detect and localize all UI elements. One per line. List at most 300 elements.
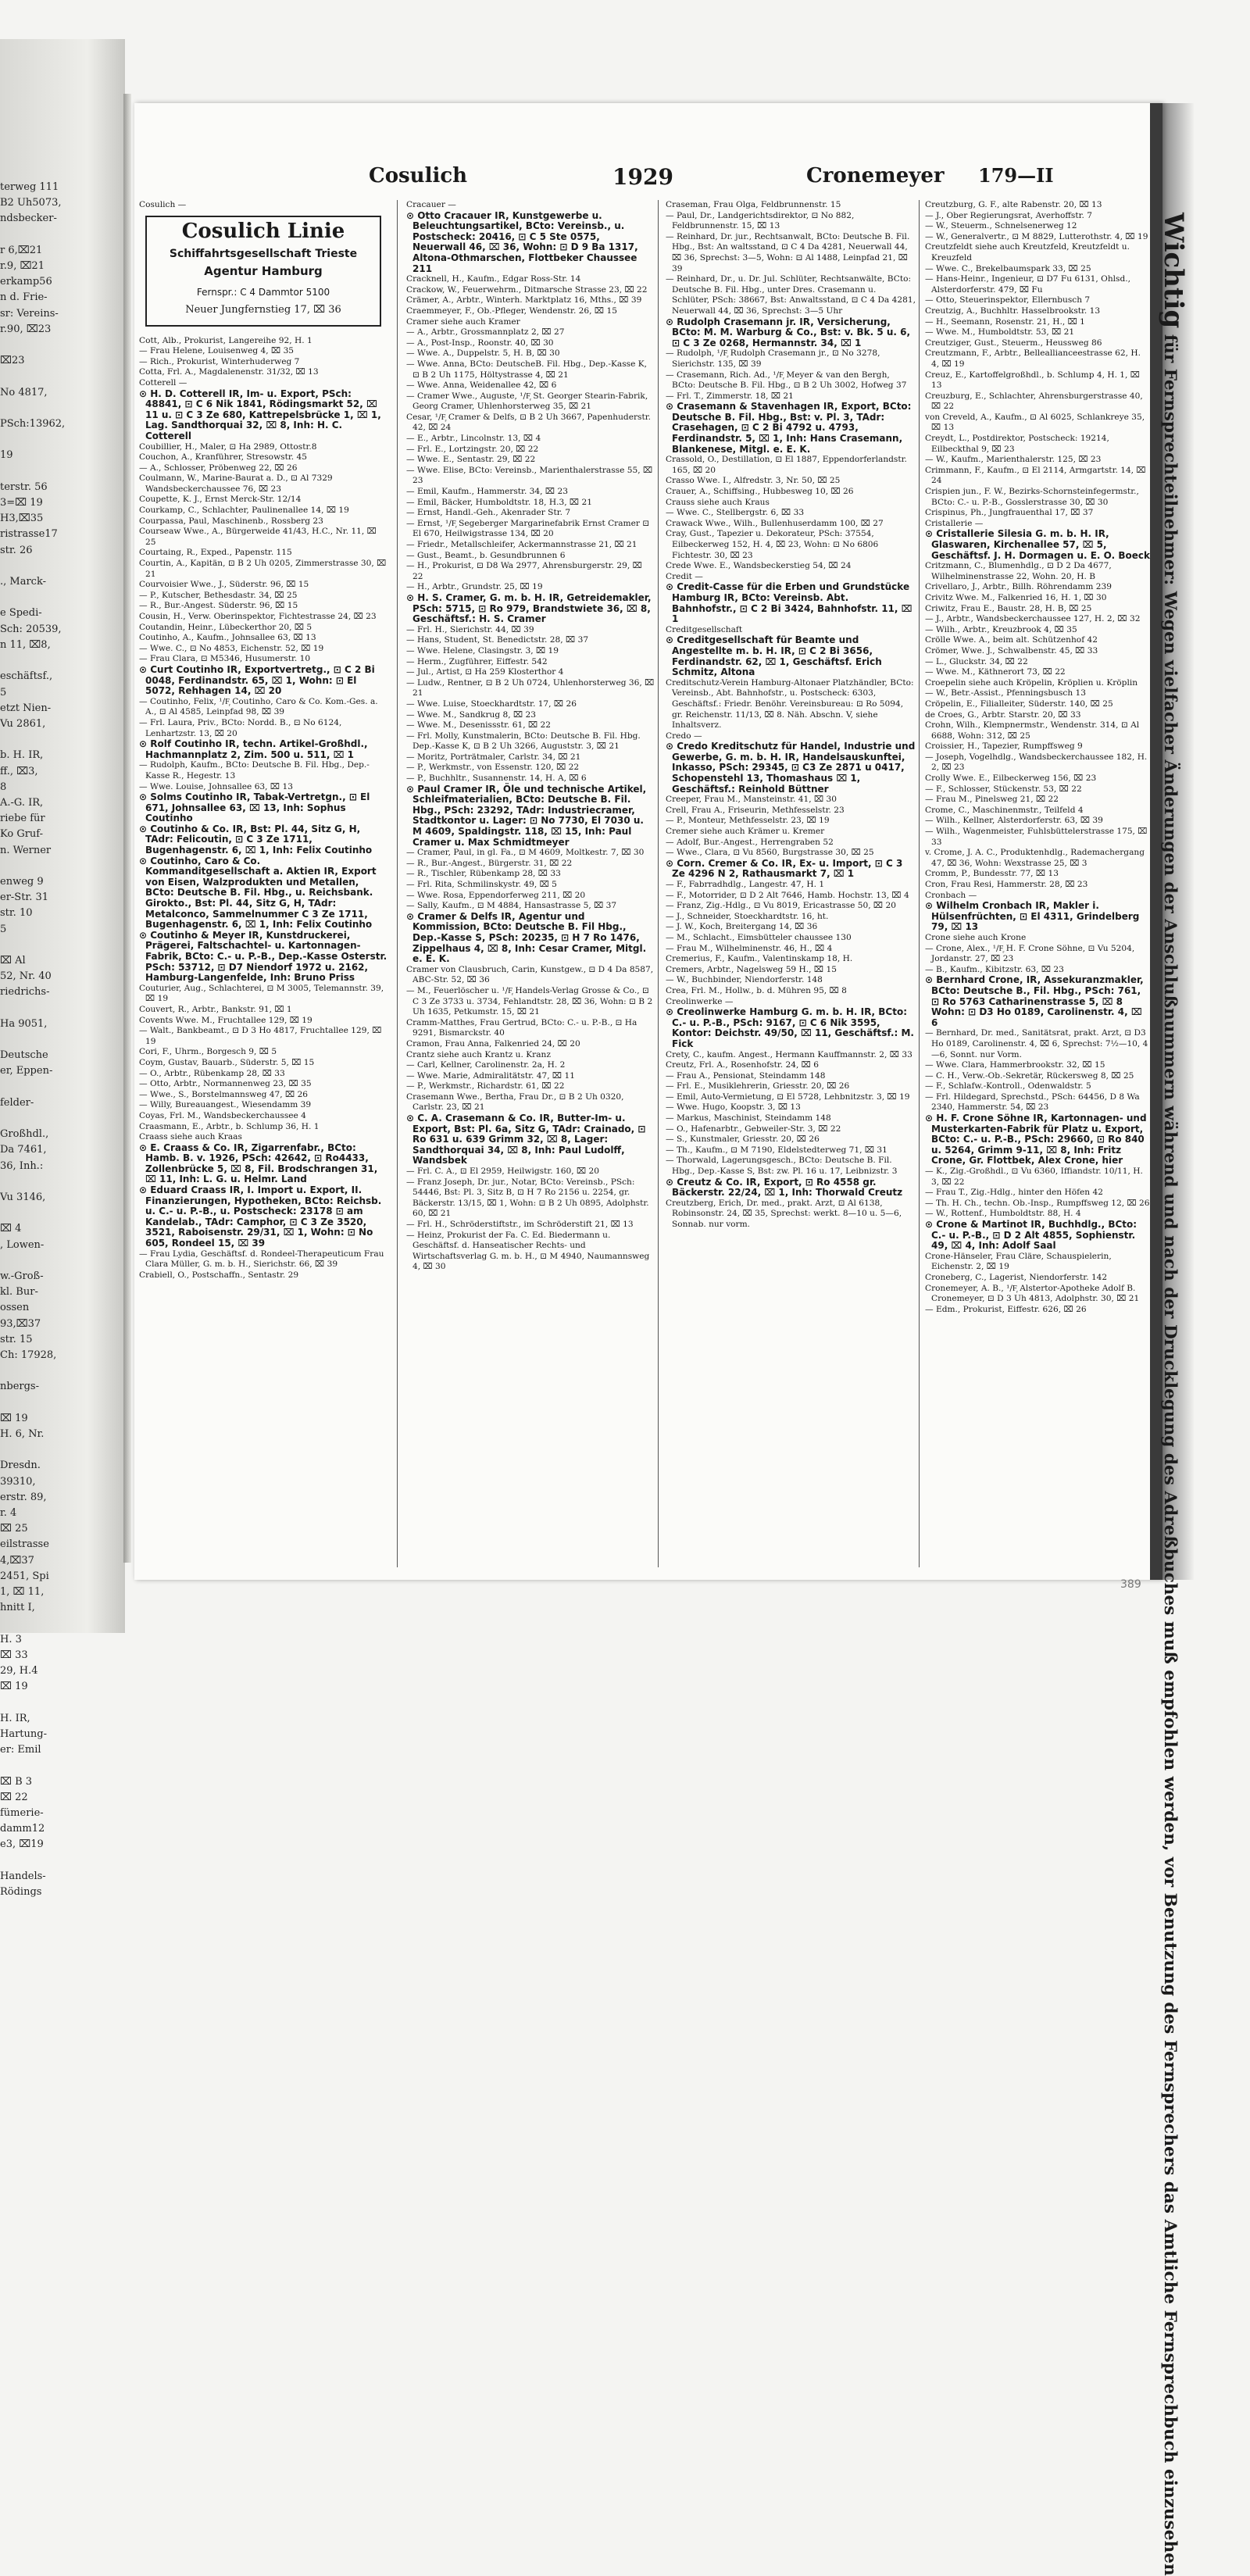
directory-entry: Croissier, H., Tapezier, Rumpffsweg 9 bbox=[925, 741, 1083, 752]
directory-entry: Creutz, Frl. A., Rosenhofstr. 24, ⌧ 6 bbox=[666, 1060, 819, 1070]
directory-entry: — O., Arbtr., Rübenkamp 28, ⌧ 33 bbox=[139, 1068, 285, 1078]
fragment-line: ⌧ 25 bbox=[0, 1523, 28, 1535]
directory-entry: Craseman, Frau Olga, Feldbrunnenstr. 15 bbox=[666, 200, 841, 209]
directory-entry: — Frau Clara, ⊡ M5346, Husumerstr. 10 bbox=[139, 654, 311, 664]
book-spine bbox=[123, 94, 131, 1563]
fragment-line: damm12 bbox=[0, 1823, 45, 1835]
notice-prefix: Wichtig bbox=[1158, 213, 1189, 329]
directory-entry: — J., Arbtr., Wandsbeckerchaussee 127, H. 2, ⌧ 32 bbox=[925, 614, 1141, 624]
directory-entry: Crölle Wwe. A., beim alt. Schützenhof 42 bbox=[925, 635, 1098, 645]
directory-entry: Coutinho, A., Kaufm., Johnsallee 63, ⌧ 13 bbox=[139, 633, 316, 643]
directory-entry: — J. W., Koch, Breitergang 14, ⌧ 36 bbox=[666, 922, 818, 932]
directory-entry: Coyas, Frl. M., Wandsbeckerchaussee 4 bbox=[139, 1110, 306, 1120]
directory-entry: Criwitz, Frau E., Baustr. 28, H. B, ⌧ 25 bbox=[925, 603, 1092, 613]
fragment-line: er-Str. 31 bbox=[0, 891, 49, 904]
directory-entry: Cron, Frau Resi, Hammerstr. 28, ⌧ 23 bbox=[925, 880, 1088, 889]
fragment-line: erkamp56 bbox=[0, 276, 52, 288]
fragment-line: H. IR, bbox=[0, 1712, 30, 1724]
directory-entry: — K., Zig.-Großhdl., ⊡ Vu 6360, Iffiandstr. 10/11, H. 3, ⌧ 22 bbox=[925, 1167, 1143, 1187]
directory-entry: — Wwe. C., Stellbergstr. 6, ⌧ 33 bbox=[666, 508, 805, 518]
directory-entry: Cotterell — bbox=[139, 377, 188, 388]
fragment-line: 29, H.4 bbox=[0, 1665, 38, 1677]
fragment-line: 39310, bbox=[0, 1475, 36, 1488]
directory-entry: Cesar, ¹/F᷊ Cramer & Delfs, ⊡ B 2 Uh 3667, Papenhuderstr. 42, ⌧ 24 bbox=[406, 412, 651, 433]
directory-entry: — P., Werkmstr., von Essenstr. 120, ⌧ 22 bbox=[406, 763, 580, 773]
directory-entry: — Th., Kaufm., ⊡ M 7190, Eldelstedterweg 71, ⌧ 31 bbox=[666, 1145, 888, 1155]
directory-entry: Crantz siehe auch Krantz u. Kranz bbox=[406, 1049, 551, 1059]
fragment-line: Sch: 20539, bbox=[0, 623, 62, 635]
directory-entry: ⊙ Coutinho & Meyer IR, Kunstdruckerei, Prägerei, Faltschachtel- u. Kartonnagen-Fabrik, BCto: C.- u. P.-B., Dep.-Kasse Osterstr. PSch: 53712, ⊡ D7 Niendorf 1972 u. 2162, Hamburg-Langenfelde, Inh: Bruno Priss bbox=[139, 929, 388, 984]
fragment-line: felder- bbox=[0, 1096, 34, 1109]
directory-entry: — Otto, Steuerinspektor, Ellernbusch 7 bbox=[925, 295, 1091, 305]
directory-entry: Cristallerie — bbox=[925, 518, 984, 528]
directory-entry: — Frau T., Zig.-Hdlg., hinter den Höfen 42 bbox=[925, 1188, 1103, 1198]
directory-entry: Courtin, A., Kapitän, ⊡ B 2 Uh 0205, Zimmerstrasse 30, ⌧ 21 bbox=[139, 559, 387, 579]
directory-entry: Crety, C., kaufm. Angest., Hermann Kauffmannstr. 2, ⌧ 33 bbox=[666, 1049, 912, 1059]
directory-entry: — Wwe. Anna, Weidenallee 42, ⌧ 6 bbox=[406, 381, 557, 391]
directory-entry: ⊙ Creolinwerke Hamburg G. m. b. H. IR, BCto: C.- u. P.-B., PSch: 9167, ⊡ C 6 Nik 3595, Kontor: Deichstr. 49/50, ⌧ 11, Geschäftsf.: M. Fick bbox=[666, 1006, 914, 1049]
fragment-line: enweg 9 bbox=[0, 875, 44, 888]
directory-entry: ⊙ Credit-Casse für die Erben und Grundstücke Hamburg IR, BCto: Vereinsb. Abt. Bahnhofstr., ⊡ C 2 Bi 3424, Bahnhofstr. 11, ⌧ 1 bbox=[666, 581, 912, 625]
fragment-line: H. 3 bbox=[0, 1633, 22, 1645]
directory-entry: — Rich., Prokurist, Winterhuderweg 7 bbox=[139, 356, 300, 366]
fragment-line: Handels- bbox=[0, 1870, 46, 1882]
fragment-line: ⌧ 33 bbox=[0, 1649, 28, 1661]
directory-entry: — Coutinho, Felix, ¹/F᷊ Coutinho, Caro & Co. Kom.-Ges. a. A., ⊡ Al 4585, Leinpfad 98, ⌧ 39 bbox=[139, 696, 378, 717]
fragment-line: 5 bbox=[0, 686, 7, 698]
directory-entry: — P., Werkmstr., Richardstr. 61, ⌧ 22 bbox=[406, 1081, 565, 1091]
directory-entry: Cremerius, F., Kaufm., Valentinskamp 18, H. bbox=[666, 954, 853, 964]
directory-entry: Crimmann, F., Kaufm., ⊡ El 2114, Armgartstr. 14, ⌧ 24 bbox=[925, 465, 1146, 486]
fragment-line bbox=[0, 1032, 123, 1048]
directory-entry: — Wwe. M., Sandkrug 8, ⌧ 23 bbox=[406, 709, 537, 720]
directory-entry: — Cramer Wwe., Auguste, ¹/F᷊ St. Georger Stearin-Fabrik, Georg Cramer, Uhlenhorsterweg 35, ⌧ 21 bbox=[406, 391, 648, 412]
directory-entry: de Croes, G., Arbtr. Starstr. 20, ⌧ 33 bbox=[925, 709, 1081, 720]
fragment-line: ndsbecker- bbox=[0, 213, 57, 225]
entry-list bbox=[406, 200, 655, 1273]
directory-entry: — Wwe. Clara, Hammerbrookstr. 32, ⌧ 15 bbox=[925, 1060, 1105, 1070]
directory-entry: — M., Feuerlöscher u. ¹/F᷊ Handels-Verlag Grosse & Co., ⊡ C 3 Ze 3733 u. 3734, Fehlandtstr. 28, ⌧ 36, Wohn: ⊡ B 2 Uh 1635, Petkumstr. 15, ⌧ 21 bbox=[406, 985, 653, 1017]
fragment-line: 93,⌧37 bbox=[0, 1317, 41, 1330]
directory-entry: — Wwe. M., Käthnerort 73, ⌧ 22 bbox=[925, 667, 1066, 677]
fragment-line bbox=[0, 732, 123, 748]
directory-entry: — Frl. Laura, Priv., BCto: Nordd. B., ⊡ No 6124, Lenhartzstr. 13, ⌧ 20 bbox=[139, 717, 342, 738]
directory-entry: — L., Gluckstr. 34, ⌧ 22 bbox=[925, 656, 1028, 666]
fragment-line: ⌧ 4 bbox=[0, 1223, 22, 1235]
directory-entry: Cronbach — bbox=[925, 890, 977, 900]
directory-entry: — H., Seemann, Rosenstr. 21, H., ⌧ 1 bbox=[925, 316, 1085, 327]
adjacent-page-fragments bbox=[0, 180, 123, 1898]
directory-entry: Couvert, R., Arbtr., Bankstr. 91, ⌧ 1 bbox=[139, 1004, 292, 1014]
directory-entry: — A., Arbtr., Grossmannplatz 2, ⌧ 27 bbox=[406, 327, 565, 338]
directory-entry: — Reinhard, Dr., u. Dr. Jul. Schlüter, Rechtsanwälte, BCto: Deutsche B. Fil. Hbg., unter Dres. Crasemann u. Schlüter, PSch: 38667, Bst: Anwaltsstand, ⊡ C 4 Da 4281, Neuerwall 44, ⌧ 36, Sprechst: 3—5 Uhr bbox=[666, 274, 916, 316]
fragment-line: ristrasse17 bbox=[0, 528, 58, 541]
handwritten-page-note: 389 bbox=[1120, 1578, 1141, 1591]
directory-entry: — Hans-Heinr., Ingenieur, ⊡ D7 Fu 6131, Ohlsd., Alsterdorferstr. 479, ⌧ Fu bbox=[925, 274, 1131, 295]
fragment-line: w.-Groß- bbox=[0, 1270, 44, 1283]
directory-entry: Crell, Frau A., Friseurin, Methfesselstr. 23 bbox=[666, 805, 845, 815]
directory-entry: Cramer von Clausbruch, Carin, Kunstgew., ⊡ D 4 Da 8587, ABC-Str. 52, ⌧ 36 bbox=[406, 964, 654, 985]
fragment-line: str. 10 bbox=[0, 907, 33, 920]
fragment-line: n d. Frie- bbox=[0, 291, 48, 304]
directory-entry: ⊙ Coutinho & Co. IR, Bst: Pl. 44, Sitz G, H, TAdr: Felicoutin, ⊡ C 3 Ze 1711, Bugenhagenstr. 6, ⌧ 1, Inh: Felix Coutinho bbox=[139, 823, 373, 856]
fragment-line: B2 Uh5073, bbox=[0, 197, 62, 209]
directory-entry: — Friedr., Metallschleifer, Ackermannstrasse 21, ⌧ 21 bbox=[406, 540, 638, 549]
ad-phone: Fernspr.: C 4 Dammtor 5100 bbox=[196, 287, 330, 298]
fragment-line: Deutsche bbox=[0, 1049, 48, 1062]
fragment-line: Ko Gruf- bbox=[0, 828, 44, 841]
fragment-line: Großhdl., bbox=[0, 1128, 49, 1141]
directory-entry: — Wwe. Rosa, Eppendorferweg 211, ⌧ 20 bbox=[406, 890, 586, 900]
fragment-line bbox=[0, 1080, 123, 1095]
directory-entry: Cramer siehe auch Kramer bbox=[406, 316, 520, 327]
directory-entry: ⊙ Otto Cracauer IR, Kunstgewerbe u. Beleuchtungsartikel, BCto: Vereinsb., u. Postscheck: 20416, ⊡ C 5 Ste 0575, Neuerwall 46, ⌧ 36, Wohn: ⊡ D 9 Ba 1317, Altona-Othmarschen, Flottbeker Chaussee 211 bbox=[406, 209, 638, 274]
directory-entry: — E., Arbtr., Lincolnstr. 13, ⌧ 4 bbox=[406, 434, 541, 444]
directory-entry: — H., Arbtr., Grundstr. 25, ⌧ 19 bbox=[406, 582, 543, 592]
directory-entry: Coutandin, Heinr., Lübeckerthor 20, ⌧ 5 bbox=[139, 622, 312, 632]
fragment-line bbox=[0, 464, 123, 480]
directory-entry: Crassold, O., Destillation, ⊡ El 1887, Eppendorferlandstr. 165, ⌧ 20 bbox=[666, 455, 907, 475]
directory-entry: Cremers, Arbtr., Nagelsweg 59 H., ⌧ 15 bbox=[666, 964, 837, 974]
directory-entry: Courseaw Wwe., A., Bürgerweide 41/43, H.C., Nr. 11, ⌧ 25 bbox=[139, 527, 377, 547]
directory-entry: — Edm., Prokurist, Eiffestr. 626, ⌧ 26 bbox=[925, 1304, 1087, 1314]
fragment-line: riedrichs- bbox=[0, 986, 50, 999]
directory-entry: — Wwe. Anna, BCto: DeutscheB. Fil. Hbg., Dep.-Kasse K, ⊡ B 2 Uh 1175, Höltystrasse 4, ⌧ 21 bbox=[406, 359, 648, 380]
directory-entry: — P., Kutscher, Bethesdastr. 34, ⌧ 25 bbox=[139, 590, 298, 600]
directory-entry: — Wwe. Luise, Stoeckhardtstr. 17, ⌧ 26 bbox=[406, 698, 577, 709]
fragment-line: Vu 2861, bbox=[0, 717, 46, 730]
fragment-line: Hartung- bbox=[0, 1727, 47, 1740]
fragment-line: Rödings bbox=[0, 1885, 42, 1898]
directory-entry: — W., Rottenf., Humboldtstr. 88, H. 4 bbox=[925, 1209, 1081, 1219]
directory-entry: — Wwe. Louise, Johnsallee 63, ⌧ 13 bbox=[139, 781, 293, 791]
directory-entry: Craass siehe auch Kraas bbox=[139, 1132, 242, 1142]
fragment-line: terstr. 56 bbox=[0, 481, 48, 493]
directory-entry: Cramm-Matthes, Frau Gertrud, BCto: C.- u. P.-B., ⊡ Ha 9291, Bismarckstr. 40 bbox=[406, 1017, 638, 1038]
fragment-line bbox=[0, 227, 123, 243]
directory-entry: Craasmann, E., Arbtr., b. Schlump 36, H. 1 bbox=[139, 1121, 320, 1131]
directory-entry: Credo — bbox=[666, 731, 702, 741]
directory-entry: Crede Wwe. E., Wandsbeckerstieg 54, ⌧ 24 bbox=[666, 561, 852, 571]
directory-entry: — R., Bur.-Angest., Bürgerstr. 31, ⌧ 22 bbox=[406, 858, 573, 868]
directory-entry: — M., Schlacht., Eimsbütteler chaussee 130 bbox=[666, 932, 852, 942]
directory-entry: — Ludw., Rentner, ⊡ B 2 Uh 0724, Uhlenhorsterweg 36, ⌧ 21 bbox=[406, 677, 655, 698]
fragment-line: Da 7461, bbox=[0, 1144, 47, 1156]
directory-entry: Cracknell, H., Kaufm., Edgar Ross-Str. 14 bbox=[406, 274, 581, 284]
directory-entry: — Otto, Arbtr., Normannenweg 23, ⌧ 35 bbox=[139, 1079, 312, 1089]
directory-entry: — F., Fabrradhdlg., Langestr. 47, H. 1 bbox=[666, 880, 825, 889]
ad-company: Schiffahrtsgesellschaft Trieste bbox=[169, 248, 358, 261]
directory-entry: Crome, C., Maschinenmstr., Teilfeld 4 bbox=[925, 805, 1084, 815]
fragment-line: r 6,⌧21 bbox=[0, 244, 43, 256]
directory-entry: — Emil, Kaufm., Hammerstr. 34, ⌧ 23 bbox=[406, 487, 568, 497]
directory-entry: Couchon, A., Kranführer, Stresowstr. 45 bbox=[139, 452, 307, 463]
directory-entry: Crabiell, O., Postschaffn., Sentastr. 29 bbox=[139, 1270, 299, 1280]
column-divider bbox=[658, 200, 659, 1567]
fragment-line: Vu 3146, bbox=[0, 1192, 46, 1203]
directory-entry: — Frl. H., Schröderstiftstr., im Schröderstift 21, ⌧ 13 bbox=[406, 1220, 634, 1229]
directory-entry: Cousin, H., Verw. Oberinspektor, Fichtestrasse 24, ⌧ 23 bbox=[139, 612, 377, 621]
directory-entry: — C. H., Verw.-Ob.-Sekretär, Rückersweg 8, ⌧ 25 bbox=[925, 1070, 1134, 1081]
fragment-line: ⌧ B 3 bbox=[0, 1775, 33, 1788]
directory-entry: — Reinhard, Dr. jur., Rechtsanwalt, BCto: Deutsche B. Fil. Hbg., Bst: An waltsstand, ⊡ C 4 Da 4281, Neuerwall 44, ⌧ 36, Sprechst: 3—5, Wohn: ⊡ Al 1488, Leinpfad 21, ⌧ 39 bbox=[666, 231, 910, 273]
directory-entry: Crasemann Wwe., Bertha, Frau Dr., ⊡ B 2 Uh 0320, Carlstr. 23, ⌧ 21 bbox=[406, 1091, 624, 1113]
directory-entry: ⊙ H. D. Cotterell IR, Im- u. Export, PSch: 48841, ⊡ C 6 Nik 1841, Rödingsmarkt 52, ⌧ 11 u. ⊡ C 3 Ze 680, Kattrepelsbrücke 1, ⌧ 1, Lag. Sandthorquai 32, ⌧ 8, Inh: H. C. Cotterell bbox=[139, 388, 381, 441]
directory-entry: Crispinus, Ph., Jungfrauenthal 17, ⌧ 37 bbox=[925, 508, 1094, 518]
directory-entry: ⊙ C. A. Crasemann & Co. IR, Butter-Im- u. Export, Bst: Pl. 6a, Sitz G, TAdr: Crainado, ⊡ Ro 631 u. 639 Grimm 32, ⌧ 8, Lager: Sandthorquai 34, ⌧ 8, Inh: Paul Ludolff, Wandsbek bbox=[406, 1113, 646, 1167]
directory-entry: Courvoisier Wwe., J., Süderstr. 96, ⌧ 15 bbox=[139, 580, 309, 590]
fragment-line: ., Marck- bbox=[0, 576, 46, 588]
fragment-line: er: Emil bbox=[0, 1744, 41, 1756]
directory-entry: — Markus, Maschinist, Steindamm 148 bbox=[666, 1113, 831, 1124]
fragment-line: sr: Vereins- bbox=[0, 307, 59, 320]
directory-entry: — Moritz, Porträtmaler, Carlstr. 34, ⌧ 21 bbox=[406, 752, 581, 762]
directory-entry: ⊙ Paul Cramer IR, Öle und technische Artikel, Schleifmaterialien, BCto: Deutsche B. Fil. Hbg., PSch: 23292, TAdr: Industriecramer, Stadtkontor u. Lager: ⊡ No 7730, El 7030 u. M 4609, Spaldingstr. 118, ⌧ 15, Inh: Paul Cramer u. Max Schmidtmeyer bbox=[406, 783, 647, 848]
directory-entry: — Ernst, ¹/F᷊ Segeberger Margarinefabrik Ernst Cramer ⊡ El 670, Heilwigstrasse 134, ⌧ 20 bbox=[406, 518, 650, 539]
fragment-line bbox=[0, 1442, 123, 1458]
directory-entry: — Paul, Dr., Landgerichtsdirektor, ⊡ No 882, Feldbrunnenstr. 15, ⌧ 13 bbox=[666, 210, 855, 231]
directory-entry: — F., Schlosser, Stückenstr. 53, ⌧ 22 bbox=[925, 784, 1082, 794]
directory-entry: — Walt., Bankbeamt., ⊡ D 3 Ho 4817, Fruchtallee 129, ⌧ 19 bbox=[139, 1026, 382, 1046]
directory-entry: Creditschutz-Verein Hamburg-Altonaer Platzhändler, BCto: Vereinsb., Abt. Bahnhofstr., u. Postscheck: 6303, Geschäftsf.: Friedr. Benöhr. Vereinsbureau: ⊡ Ro 5094, gr. Reichenstr. 11/13, ⌧ 8. Näh. Abschn. V, siehe Inhaltsverz. bbox=[666, 677, 914, 731]
directory-entry: Cray, Gust., Tapezier u. Dekorateur, PSch: 37554, Eilbeckerweg 152, H. 4, ⌧ 23, Wohn: ⊡ No 6806 Fichtestr. 30, ⌧ 23 bbox=[666, 529, 879, 560]
directory-entry: ⊙ Crone & Martinot IR, Buchhdlg., BCto: C.- u. P.-B., ⊡ D 2 Alt 4855, Sophienstr. 49, ⌧ 4, Inh: Adolf Saal bbox=[925, 1219, 1138, 1252]
fragment-line: b. H. IR, bbox=[0, 749, 44, 762]
directory-entry: — Frl. T., Zimmerstr. 18, ⌧ 21 bbox=[666, 391, 794, 401]
directory-entry: — Franz, Zig.-Hdlg., ⊡ Vu 8019, Ericastrasse 50, ⌧ 20 bbox=[666, 901, 896, 911]
directory-entry: — Wwe. E., Sentastr. 29, ⌧ 22 bbox=[406, 455, 536, 465]
fragment-line bbox=[0, 338, 123, 353]
directory-page bbox=[134, 103, 1189, 2576]
directory-entry: — Herm., Zugführer, Eiffestr. 542 bbox=[406, 656, 548, 666]
fragment-line: 1, ⌧ 11, bbox=[0, 1586, 45, 1599]
fragment-line bbox=[0, 1174, 123, 1190]
directory-entry: ⊙ Curt Coutinho IR, Exportvertretg., ⊡ C 2 Bi 0048, Ferdinandstr. 65, ⌧ 1, Wohn: ⊡ El 5072, Rehhagen 14, ⌧ 20 bbox=[139, 663, 375, 697]
directory-entry: — B., Kaufm., Kibitzstr. 63, ⌧ 23 bbox=[925, 964, 1064, 974]
directory-entry: Creutzmann, F., Arbtr., Belleallianceestrasse 62, H. 4, ⌧ 19 bbox=[925, 348, 1141, 369]
directory-column-3 bbox=[666, 200, 916, 1575]
directory-entry: — Crone, Alex., ¹/F᷊ H. F. Crone Söhne, ⊡ Vu 5204, Jordanstr. 27, ⌧ 23 bbox=[925, 943, 1135, 964]
fragment-line: 19 bbox=[0, 449, 13, 462]
directory-entry: Cröpelin, E., Filialleiter, Süderstr. 140, ⌧ 25 bbox=[925, 698, 1113, 709]
entry-list bbox=[139, 336, 388, 1281]
directory-entry: ⊙ Coutinho, Caro & Co. Kommanditgesellschaft a. Aktien IR, Export von Eisen, Walzprodukten und Metallen, BCto: Deutsche B. Fil. Hbg., u. Reichsbank. Girokto., Bst: Pl. 44, Sitz G, H, TAdr: Metalconco, Sammelnummer C 3 Ze 1711, Bugenhagenstr. 6, ⌧ 1, Inh: Felix Coutinho bbox=[139, 855, 377, 931]
directory-entry: Courkamp, C., Schlachter, Paulinenallee 14, ⌧ 19 bbox=[139, 506, 349, 516]
fragment-line: ⌧23 bbox=[0, 355, 25, 367]
fragment-line: str. 15 bbox=[0, 1333, 33, 1345]
fragment-line bbox=[0, 369, 123, 384]
advertisement-box bbox=[145, 216, 381, 327]
directory-entry: Cremer siehe auch Krämer u. Kremer bbox=[666, 827, 825, 837]
directory-entry: Crauer, A., Schiffsing., Hubbesweg 10, ⌧ 26 bbox=[666, 487, 854, 497]
fragment-line: eschäftsf., bbox=[0, 670, 53, 683]
directory-entry: — Frau A., Pensionat, Steindamm 148 bbox=[666, 1070, 826, 1081]
directory-entry: — Frl. C. A., ⊡ El 2959, Heilwigstr. 160, ⌧ 20 bbox=[406, 1167, 600, 1177]
ad-title: Cosulich Linie bbox=[181, 219, 345, 243]
fragment-line: terweg 111 bbox=[0, 181, 59, 193]
directory-entry: ⊙ Rudolph Crasemann jr. IR, Versicherung, BCto: M. M. Warburg & Co., Bst: v. Bk. 5 u. 6, ⊡ C 3 Ze 0268, Hermannstr. 34, ⌧ 1 bbox=[666, 316, 911, 348]
fragment-line: H3,⌧35 bbox=[0, 513, 44, 525]
fragment-line bbox=[0, 1395, 123, 1411]
directory-entry: — Frau M., Wilhelminenstr. 46, H., ⌧ 4 bbox=[666, 943, 833, 953]
directory-column-1 bbox=[139, 200, 388, 1575]
directory-column-4 bbox=[925, 200, 1150, 1575]
fragment-line: er, Eppen- bbox=[0, 1065, 53, 1077]
directory-entry: — Rudolph, Kaufm., BCto: Deutsche B. Fil. Hbg., Dep.-Kasse R., Hegestr. 13 bbox=[139, 760, 370, 781]
directory-entry: — W., Generalvertr., ⊡ M 8829, Lutterothstr. 4, ⌧ 19 bbox=[925, 231, 1148, 241]
directory-entry: Cori, F., Uhrm., Borgesch 9, ⌧ 5 bbox=[139, 1047, 277, 1057]
fragment-line bbox=[0, 653, 123, 669]
column-divider bbox=[919, 200, 920, 1567]
directory-entry: — Adolf, Bur.-Angest., Herrengraben 52 bbox=[666, 837, 834, 847]
directory-entry: Crolly Wwe. E., Eilbeckerweg 156, ⌧ 23 bbox=[925, 774, 1097, 784]
directory-entry: Couturier, Aug., Schlachterei, ⊡ M 3005, Telemannstr. 39, ⌧ 19 bbox=[139, 983, 384, 1004]
directory-entry: — Crasemann, Rich. Ad., ¹/F᷊ Meyer & van den Bergh, BCto: Deutsche B. Fil. Hbg., ⊡ B 2 Uh 3002, Hofweg 37 bbox=[666, 370, 907, 391]
directory-entry: Creydt, L., Postdirektor, Postscheck: 19214, Eilbeckthal 9, ⌧ 23 bbox=[925, 434, 1109, 454]
directory-entry: — Wwe. C., Brekelbaumspark 33, ⌧ 25 bbox=[925, 263, 1091, 273]
directory-entry: — F., Motorrider, ⊡ D 2 Alt 7646, Hamb. Hochstr. 13, ⌧ 4 bbox=[666, 890, 909, 900]
directory-entry: Croneberg, C., Lagerist, Niendorferstr. 142 bbox=[925, 1272, 1108, 1282]
directory-entry: — Wwe. Marie, Admiralitätstr. 47, ⌧ 11 bbox=[406, 1070, 575, 1081]
fragment-line bbox=[0, 559, 123, 574]
directory-entry: — Frau M., Pinelsweg 21, ⌧ 22 bbox=[925, 795, 1059, 805]
directory-entry: — Franz Joseph, Dr. jur., Notar, BCto: Vereinsb., PSch: 54446, Bst: Pl. 3, Sitz B, ⊡ H 7 Ro 2156 u. 2254, gr. Bäckerstr. 13/15, ⌧ 1, Wohn: ⊡ B 2 Uh 0895, Adolphstr. 60, ⌧ 21 bbox=[406, 1177, 649, 1219]
fragment-line: 5 bbox=[0, 923, 7, 935]
directory-entry: — Sally, Kaufm., ⊡ M 4884, Hansastrasse 5, ⌧ 37 bbox=[406, 901, 617, 911]
directory-entry: ⊙ Corn. Cremer & Co. IR, Ex- u. Import, ⊡ C 3 Ze 4296 N 2, Rathausmarkt 7, ⌧ 1 bbox=[666, 857, 903, 880]
directory-entry: — P., Monteur, Methfesselstr. 23, ⌧ 19 bbox=[666, 816, 830, 826]
directory-entry: ⊙ Wilhelm Cronbach IR, Makler i. Hülsenfrüchten, ⊡ El 4311, Grindelberg 79, ⌧ 13 bbox=[925, 900, 1140, 933]
directory-entry: — Frl. Rita, Schmilinskystr. 49, ⌧ 5 bbox=[406, 880, 557, 889]
directory-entry: Craemmeyer, F., Ob.-Pfleger, Wendenstr. 26, ⌧ 15 bbox=[406, 305, 617, 316]
fragment-line: etzt Nien- bbox=[0, 702, 52, 714]
notice-text: für Fernsprechteilnehmer: Wegen vielfacher Änderungen der Anschlußnummern während und nach der Drucklegung des Adreßbuches muß empfohlen werden, vor Benutzung des Fernsprechers das Amtliche Fernsprechbuch einzusehen bbox=[1160, 334, 1180, 2576]
directory-entry: — A., Post-Insp., Roonstr. 40, ⌧ 30 bbox=[406, 338, 554, 348]
directory-entry: Coulmann, W., Marine-Baurat a. D., ⊡ Al 7329 Wandsbeckerchaussee 76, ⌧ 23 bbox=[139, 473, 333, 494]
directory-entry: Crohn, Wilh., Klempnermstr., Wendenstr. 314, ⊡ Al 6688, Wohn: 312, ⌧ 25 bbox=[925, 720, 1140, 741]
directory-entry: — Th. H. Ch., techn. Ob.-Insp., Rumpffsweg 12, ⌧ 26 bbox=[925, 1198, 1150, 1208]
directory-entry: — Gust., Beamt., b. Gesundbrunnen 6 bbox=[406, 550, 566, 560]
directory-entry: — Bernhard, Dr. med., Sanitätsrat, prakt. Arzt, ⊡ D3 Ho 0189, Carolinenstr. 4, ⌧ 6, Sprechst: 7½—10, 4—6, Sonnt. nur Vorm. bbox=[925, 1028, 1148, 1059]
directory-entry: Creeper, Frau M., Mansteinstr. 41, ⌧ 30 bbox=[666, 795, 838, 805]
directory-entry: von Creveld, A., Kaufm., ⊡ Al 6025, Schlankreye 35, ⌧ 13 bbox=[925, 412, 1145, 433]
directory-entry: — R., Tischler, Rübenkamp 28, ⌧ 33 bbox=[406, 869, 561, 879]
directory-entry: — O., Hafenarbtr., Gebweiler-Str. 3, ⌧ 22 bbox=[666, 1124, 841, 1134]
header-first-name: Cosulich bbox=[369, 164, 468, 188]
fragment-line: hnitt I, bbox=[0, 1602, 35, 1614]
directory-entry: Creutzburg, G. F., alte Rabenstr. 20, ⌧ 13 bbox=[925, 200, 1102, 209]
directory-entry: — F., Schlafw.-Kontroll., Odenwaldstr. 5 bbox=[925, 1081, 1091, 1091]
directory-entry: — Wilh., Wagenmeister, Fuhlsbüttelerstrasse 175, ⌧ 33 bbox=[925, 827, 1148, 847]
fragment-line bbox=[0, 401, 123, 416]
directory-entry: — Wwe. A., Duppelstr. 5, H. B, ⌧ 30 bbox=[406, 348, 560, 359]
fragment-line: erstr. 89, bbox=[0, 1491, 47, 1503]
fragment-line: fümerie- bbox=[0, 1806, 44, 1819]
fragment-line: nbergs- bbox=[0, 1381, 39, 1393]
directory-entry: ⊙ Creditgesellschaft für Beamte und Angestellte m. b. H. IR, ⊡ C 2 Bi 3656, Ferdinandstr. 62, ⌧ 1, Geschäftsf. Erich Schmitz, Altona bbox=[666, 634, 882, 678]
fragment-line bbox=[0, 1253, 123, 1269]
directory-entry: — Cramer, Paul, in gl. Fa., ⊡ M 4609, Moltkestr. 7, ⌧ 30 bbox=[406, 848, 645, 858]
directory-entry: ⊙ Rolf Coutinho IR, techn. Artikel-Großhdl., Hachmannplatz 2, Zim. 500 u. 511, ⌧ 1 bbox=[139, 738, 368, 760]
fragment-line bbox=[0, 590, 123, 606]
directory-entry: Crämer, A., Arbtr., Winterh. Marktplatz 16, Mths., ⌧ 39 bbox=[406, 295, 642, 305]
directory-entry: Crawack Wwe., Wilh., Bullenhuserdamm 100, ⌧ 27 bbox=[666, 518, 884, 528]
directory-entry: Coym, Gustav, Bauarb., Süderstr. 5, ⌧ 15 bbox=[139, 1057, 315, 1067]
directory-entry: Cromm, P., Bundesstr. 77, ⌧ 13 bbox=[925, 869, 1059, 879]
directory-entry: Creolinwerke — bbox=[666, 996, 734, 1006]
directory-entry: — W., Buchbinder, Niendorferstr. 148 bbox=[666, 975, 823, 985]
fragment-line: ff., ⌧3, bbox=[0, 765, 38, 777]
directory-entry: ⊙ Credo Kreditschutz für Handel, Industrie und Gewerbe, G. m. b. H. IR, Handelsauskunftei, Inkasso, PSch: 29345, ⊡ C3 Ze 2871 u 0417, Schopenstehl 13, Thomashaus ⌧ 1, Geschäftsf.: Reinhold Büttner bbox=[666, 741, 916, 795]
directory-entry: — Wilh., Kellner, Alsterdorferstr. 63, ⌧ 39 bbox=[925, 816, 1103, 826]
directory-entry: v. Crome, J. A. C., Produktenhdlg., Rademachergang 47, ⌧ 36, Wohn: Wexstrasse 25, ⌧ 3 bbox=[925, 848, 1145, 868]
directory-entry: Creuz, E., Kartoffelgroßhdl., b. Schlump 4, H. 1, ⌧ 13 bbox=[925, 370, 1140, 391]
fragment-line: Dresdn. bbox=[0, 1459, 41, 1472]
directory-entry: — A., Schlosser, Pröbenweg 22, ⌧ 26 bbox=[139, 463, 298, 473]
directory-column-2 bbox=[406, 200, 655, 1575]
fragment-line: PSch:13962, bbox=[0, 418, 66, 431]
entry-list bbox=[925, 200, 1150, 1315]
fragment-line: str. 26 bbox=[0, 544, 33, 556]
directory-entry: — Frau Helene, Louisenweg 4, ⌧ 35 bbox=[139, 346, 295, 356]
directory-entry: Crackow, W., Feuerwehrm., Ditmarsche Strasse 23, ⌧ 22 bbox=[406, 284, 648, 295]
fragment-line: r. 4 bbox=[0, 1507, 17, 1520]
directory-entry: — Wwe. Hugo, Koopstr. 3, ⌧ 13 bbox=[666, 1102, 801, 1113]
directory-entry: — Thorwald, Lagerungsgesch., BCto: Deutsche B. Fil. Hbg., Dep.-Kasse S, Bst: zw. Pl. 16 u. 17, Leibnizstr. 3 bbox=[666, 1156, 898, 1177]
directory-entry: — Wilh., Arbtr., Kreuzbrook 4, ⌧ 35 bbox=[925, 624, 1077, 634]
directory-entry: — W., Betr.-Assist., Pfenningsbusch 13 bbox=[925, 688, 1087, 698]
fragment-line: 36, Inh.: bbox=[0, 1159, 44, 1172]
ad-agency: Agentur Hamburg bbox=[204, 263, 323, 278]
directory-entry: ⊙ Cramer & Delfs IR, Agentur und Kommission, BCto: Deutsche B. Fil Hbg., Dep.-Kasse S, PSch: 20235, ⊡ H 7 Ro 1476, Zippelhaus 4, ⌧ 8, Inh: Cesar Cramer, Mitgl. e. E. K. bbox=[406, 910, 647, 965]
directory-entry: — Wwe., Clara, ⊡ Vu 8560, Burgstrasse 30, ⌧ 25 bbox=[666, 848, 874, 858]
directory-entry: ⊙ Eduard Craass IR, I. Import u. Export, II. Finanzierungen, Hypotheken, BCto: Reichsb. u. C.- u. P.-B., u. Postscheck: 23178 ⊡ am Kandelab., TAdr: Camphor, ⊡ C 3 Ze 3520, 3521, Raboisenstr. 29/31, ⌧ 1, Wohn: ⊡ No 605, Rondeel 15, ⌧ 39 bbox=[139, 1184, 382, 1249]
directory-entry: — Emil, Bäcker, Humboldtstr. 18, H.3, ⌧ 21 bbox=[406, 497, 592, 507]
fragment-line: eilstrasse bbox=[0, 1538, 49, 1551]
entry-list bbox=[666, 200, 916, 1231]
directory-entry: Crispien jun., F. W., Bezirks-Schornsteinfegermstr., BCto: C.- u. P.-B., Gosslerstrasse 30, ⌧ 30 bbox=[925, 487, 1139, 507]
fragment-line: ⌧ Al bbox=[0, 954, 26, 966]
directory-entry: — Jul., Artist, ⊡ Ha 259 Klosterthor 4 bbox=[406, 667, 564, 677]
fragment-line bbox=[0, 1363, 123, 1379]
fragment-line bbox=[0, 1758, 123, 1774]
directory-entry: Cramon, Frau Anna, Falkenried 24, ⌧ 20 bbox=[406, 1038, 580, 1049]
directory-entry: Courtaing, R., Exped., Papenstr. 115 bbox=[139, 548, 292, 558]
fragment-line bbox=[0, 1111, 123, 1127]
fragment-line bbox=[0, 1001, 123, 1016]
fragment-line bbox=[0, 1206, 123, 1221]
fragment-line bbox=[0, 1616, 123, 1631]
fragment-line: kl. Bur- bbox=[0, 1286, 38, 1299]
directory-entry: Creutzberg, Erich, Dr. med., prakt. Arzt, ⊡ Al 6138, Robinsonstr. 24, ⌧ 35, Sprechst: werkt. 8—10 u. 5—6, Sonnab. nur vorm. bbox=[666, 1198, 902, 1229]
fragment-line bbox=[0, 859, 123, 874]
directory-entry: Cronemeyer, A. B., ¹/F᷊ Alstertor-Apotheke Adolf B. Cronemeyer, ⊡ D 3 Uh 4813, Adolphstr. 30, ⌧ 21 bbox=[925, 1283, 1140, 1304]
directory-entry: — Joseph, Vogelhdlg., Wandsbeckerchaussee 182, H. 2, ⌧ 23 bbox=[925, 752, 1148, 773]
fragment-line: No 4817, bbox=[0, 386, 48, 398]
ad-address: Neuer Jungfernstieg 17, ⌧ 36 bbox=[185, 303, 341, 316]
fragment-line bbox=[0, 1695, 123, 1711]
header-page-number: 179—II bbox=[978, 164, 1054, 187]
fragment-line: 8 bbox=[0, 781, 7, 793]
header-year: 1929 bbox=[612, 164, 673, 190]
directory-entry: Crone-Hänseler, Frau Cläre, Schauspielerin, Eichenstr. 2, ⌧ 19 bbox=[925, 1251, 1112, 1272]
directory-entry: ⊙ Crasemann & Stavenhagen IR, Export, BCto: Deutsche B. Fil. Hbg., Bst: v. Pl. 3, TAdr: Crasehagen, ⊡ C 2 Bi 4792 u. 4793, Ferdinandstr. 5, ⌧ 1, Inh: Hans Crasemann, Blankenese, Mitgl. e. E. K. bbox=[666, 401, 912, 455]
fragment-line bbox=[0, 1853, 123, 1869]
directory-entry: — Wwe., S., Borstelmannsweg 47, ⌧ 26 bbox=[139, 1089, 309, 1099]
directory-entry: Creutzig, A., Buchhltr. Hasselbrookstr. 13 bbox=[925, 305, 1101, 316]
directory-entry: — Wwe. Elise, BCto: Vereinsb., Marienthalerstrasse 55, ⌧ 23 bbox=[406, 465, 653, 486]
directory-entry: — R., Bur.-Angest. Süderstr. 96, ⌧ 15 bbox=[139, 601, 298, 611]
